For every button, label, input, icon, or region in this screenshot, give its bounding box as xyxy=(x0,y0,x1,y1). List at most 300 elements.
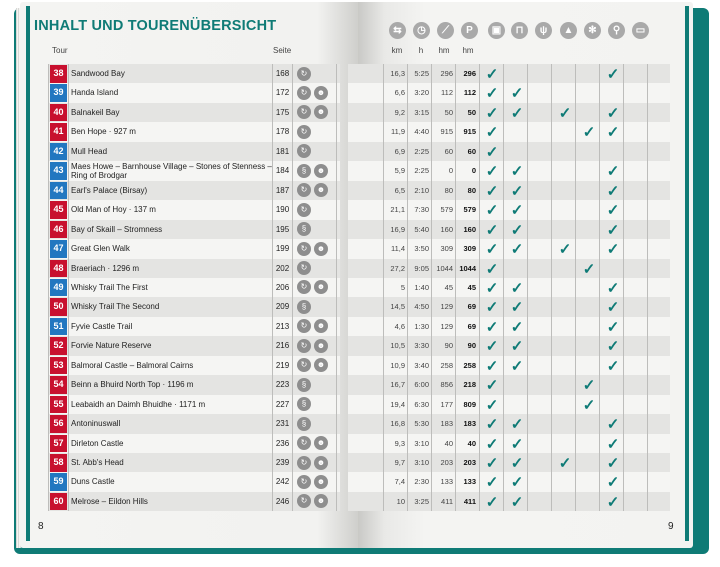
circular-route-icon: ↻ xyxy=(297,86,311,100)
column-header-seite: Seite xyxy=(273,46,292,55)
tour-ascent: 579 xyxy=(440,205,453,215)
column-header-hm-down: hm xyxy=(462,46,474,55)
tour-km: 16,3 xyxy=(390,69,405,78)
tour-name[interactable]: Old Man of Hoy · 137 m xyxy=(71,205,156,215)
tour-km: 11,9 xyxy=(390,127,405,137)
column-header-hm-up: hm xyxy=(438,46,450,55)
tour-hours: 5:30 xyxy=(414,419,429,429)
check-icon: ✓ xyxy=(510,416,524,434)
tour-number: 50 xyxy=(50,298,67,316)
check-icon: ✓ xyxy=(510,182,524,200)
family-icon: ☻ xyxy=(314,319,328,333)
tour-name-line2[interactable]: Ring of Brodgar xyxy=(71,170,128,180)
family-icon: ☻ xyxy=(314,494,328,508)
tour-km: 21,1 xyxy=(390,205,405,215)
check-icon: ✓ xyxy=(510,474,524,492)
check-icon: ✓ xyxy=(485,143,499,161)
check-icon: ✓ xyxy=(606,221,620,239)
linear-route-icon: § xyxy=(297,417,311,431)
tour-km: 10 xyxy=(396,496,405,506)
column-divider xyxy=(68,64,69,511)
tour-km: 5 xyxy=(400,282,405,292)
family-icon: ☻ xyxy=(314,475,328,489)
tour-page: 172 xyxy=(275,88,290,98)
check-icon: ✓ xyxy=(606,318,620,336)
check-icon: ✓ xyxy=(485,66,499,83)
check-icon: ✓ xyxy=(485,241,499,259)
circular-route-icon: ↻ xyxy=(297,436,311,450)
tour-ascent: 203 xyxy=(440,458,453,467)
tour-descent: 45 xyxy=(467,282,476,292)
family-icon: ☻ xyxy=(314,456,328,470)
family-icon: ☻ xyxy=(314,339,328,353)
tour-hours: 1:40 xyxy=(414,282,429,292)
column-divider xyxy=(479,64,480,511)
tour-ascent: 90 xyxy=(444,341,453,351)
tour-hours: 3:30 xyxy=(414,341,429,351)
tour-descent: 203 xyxy=(463,458,476,467)
tour-hours: 5:40 xyxy=(414,224,429,234)
tour-hours: 7:30 xyxy=(414,205,429,215)
tour-name[interactable]: Forvie Nature Reserve xyxy=(71,341,152,351)
tour-ascent: 309 xyxy=(440,244,453,254)
check-icon: ✓ xyxy=(606,241,620,259)
tour-name[interactable]: Sandwood Bay xyxy=(71,69,125,78)
check-icon: ✓ xyxy=(485,182,499,200)
family-icon: ☻ xyxy=(314,436,328,450)
tour-name[interactable]: Great Glen Walk xyxy=(71,244,130,254)
check-icon: ✓ xyxy=(558,241,572,259)
tour-name[interactable]: Dirleton Castle xyxy=(71,438,124,448)
tour-descent: 296 xyxy=(463,69,476,78)
tour-ascent: 50 xyxy=(444,107,453,117)
tour-hours: 4:40 xyxy=(414,127,429,137)
check-icon: ✓ xyxy=(485,163,499,181)
check-icon: ✓ xyxy=(606,299,620,317)
tour-descent: 258 xyxy=(463,360,476,370)
tour-ascent: 183 xyxy=(440,419,453,429)
column-divider xyxy=(407,64,408,511)
check-icon: ✓ xyxy=(606,338,620,356)
tour-ascent: 1044 xyxy=(436,263,453,273)
circular-route-icon: ↻ xyxy=(297,203,311,217)
check-icon: ✓ xyxy=(582,260,596,278)
tour-descent: 133 xyxy=(463,477,476,487)
linear-route-icon: § xyxy=(297,164,311,178)
column-divider xyxy=(383,64,384,511)
slope-icon: ⟋ xyxy=(437,22,454,39)
tour-ascent: 856 xyxy=(440,380,453,390)
tour-number: 43 xyxy=(50,162,67,180)
tour-page: 246 xyxy=(275,496,290,506)
linear-route-icon: § xyxy=(297,378,311,392)
tour-km: 11,4 xyxy=(390,244,405,254)
tour-descent: 411 xyxy=(463,496,476,506)
column-divider xyxy=(455,64,456,511)
check-icon: ✓ xyxy=(485,357,499,375)
family-icon: ☻ xyxy=(314,105,328,119)
tour-ascent: 160 xyxy=(440,224,453,234)
column-divider xyxy=(599,64,600,511)
column-divider xyxy=(272,64,273,511)
check-icon: ✓ xyxy=(606,455,620,472)
tour-number: 47 xyxy=(50,240,67,258)
circular-route-icon: ↻ xyxy=(297,339,311,353)
tour-hours: 2:10 xyxy=(414,185,429,195)
tour-ascent: 258 xyxy=(440,360,453,370)
check-icon: ✓ xyxy=(606,416,620,434)
tour-km: 9,7 xyxy=(394,458,405,467)
check-icon: ✓ xyxy=(606,66,620,83)
check-icon: ✓ xyxy=(606,182,620,200)
tour-km: 10,9 xyxy=(390,360,405,370)
tour-number: 53 xyxy=(50,357,67,375)
tour-descent: 160 xyxy=(463,224,476,234)
tour-hours: 3:50 xyxy=(414,244,429,254)
tour-descent: 309 xyxy=(463,244,476,254)
tour-ascent: 915 xyxy=(440,127,453,137)
tour-hours: 1:30 xyxy=(414,321,429,331)
check-icon: ✓ xyxy=(510,338,524,356)
check-icon: ✓ xyxy=(485,377,499,395)
family-icon: ☻ xyxy=(314,183,328,197)
tour-km: 6,5 xyxy=(394,185,405,195)
circular-route-icon: ↻ xyxy=(297,456,311,470)
tour-name[interactable]: Beinn a Bhuird North Top · 1196 m xyxy=(71,380,194,390)
tour-page: 227 xyxy=(275,399,290,409)
circular-route-icon: ↻ xyxy=(297,494,311,508)
tour-page: 202 xyxy=(275,263,290,273)
tour-km: 10,5 xyxy=(390,341,405,351)
column-divider xyxy=(647,64,648,511)
tour-name[interactable]: Whisky Trail The Second xyxy=(71,302,160,312)
tour-number: 49 xyxy=(50,279,67,297)
check-icon: ✓ xyxy=(485,221,499,239)
tour-km: 14,5 xyxy=(390,302,405,312)
winter-icon: ✻ xyxy=(584,22,601,39)
tour-hours: 3:10 xyxy=(414,458,429,467)
tour-number: 42 xyxy=(50,143,67,161)
cable-railway-icon: ▭ xyxy=(632,22,649,39)
tour-descent: 60 xyxy=(467,146,476,156)
tour-number: 39 xyxy=(50,84,67,102)
check-icon: ✓ xyxy=(558,104,572,122)
tour-km: 19,4 xyxy=(390,399,405,409)
tour-descent: 50 xyxy=(467,107,476,117)
tour-page: 199 xyxy=(275,244,290,254)
bus-icon: ▣ xyxy=(488,22,505,39)
tour-hours: 3:15 xyxy=(414,107,429,117)
tour-name[interactable]: Melrose – Eildon Hills xyxy=(71,496,148,506)
tour-name[interactable]: Maes Howe – Barnhouse Village – Stones of Stenness – xyxy=(71,161,272,171)
check-icon: ✓ xyxy=(485,493,499,511)
tour-km: 6,6 xyxy=(394,88,405,98)
tour-ascent: 129 xyxy=(440,321,453,331)
tour-name[interactable]: Bay of Skaill – Stromness xyxy=(71,224,163,234)
check-icon: ✓ xyxy=(510,241,524,259)
tour-number: 52 xyxy=(50,337,67,355)
circular-route-icon: ↻ xyxy=(297,105,311,119)
tour-number: 51 xyxy=(50,318,67,336)
family-icon: ☻ xyxy=(314,242,328,256)
column-divider xyxy=(623,64,624,511)
linear-route-icon: § xyxy=(297,222,311,236)
tour-page: 190 xyxy=(275,205,290,215)
tour-descent: 579 xyxy=(463,205,476,215)
tour-descent: 915 xyxy=(463,127,476,137)
tour-km: 9,3 xyxy=(394,438,405,448)
tour-descent: 809 xyxy=(463,399,476,409)
circular-route-icon: ↻ xyxy=(297,125,311,139)
check-icon: ✓ xyxy=(510,493,524,511)
check-icon: ✓ xyxy=(582,124,596,142)
tour-name[interactable]: Antoninuswall xyxy=(71,419,121,429)
check-icon: ✓ xyxy=(606,124,620,142)
check-icon: ✓ xyxy=(485,299,499,317)
check-icon: ✓ xyxy=(510,455,524,472)
check-icon: ✓ xyxy=(485,455,499,472)
tour-km: 4,6 xyxy=(394,321,405,331)
left-accent-bar xyxy=(26,6,30,541)
check-icon: ✓ xyxy=(606,493,620,511)
family-icon: ☻ xyxy=(314,86,328,100)
check-icon: ✓ xyxy=(558,455,572,472)
tour-km: 5,9 xyxy=(394,166,405,176)
tour-hours: 6:30 xyxy=(414,399,429,409)
check-icon: ✓ xyxy=(606,279,620,297)
tour-name[interactable]: Braeriach · 1296 m xyxy=(71,263,140,273)
check-icon: ✓ xyxy=(510,357,524,375)
circular-route-icon: ↻ xyxy=(297,475,311,489)
tour-page: 239 xyxy=(275,458,290,467)
check-icon: ✓ xyxy=(582,396,596,414)
tour-number: 60 xyxy=(50,493,67,511)
check-icon: ✓ xyxy=(485,279,499,297)
column-divider xyxy=(551,64,552,511)
check-icon: ✓ xyxy=(510,279,524,297)
tour-descent: 69 xyxy=(467,302,476,312)
tour-page: 231 xyxy=(275,419,290,429)
tour-name[interactable]: St. Abb's Head xyxy=(71,458,124,467)
tour-km: 27,2 xyxy=(390,263,405,273)
tour-number: 58 xyxy=(50,454,67,472)
check-icon: ✓ xyxy=(510,318,524,336)
column-divider xyxy=(336,64,337,511)
parking-icon: P xyxy=(461,22,478,39)
circular-route-icon: ↻ xyxy=(297,261,311,275)
tour-hours: 2:30 xyxy=(414,477,429,487)
tour-name[interactable]: Balnakeil Bay xyxy=(71,107,120,117)
tour-hours: 5:25 xyxy=(414,69,429,78)
tour-descent: 40 xyxy=(467,438,476,448)
check-icon: ✓ xyxy=(510,163,524,181)
column-divider xyxy=(431,64,432,511)
tour-ascent: 0 xyxy=(448,166,453,176)
circular-route-icon: ↻ xyxy=(297,319,311,333)
cablecar-icon: ⊓ xyxy=(511,22,528,39)
circular-route-icon: ↻ xyxy=(297,280,311,294)
check-icon: ✓ xyxy=(485,338,499,356)
linear-route-icon: § xyxy=(297,300,311,314)
check-icon: ✓ xyxy=(485,104,499,122)
tour-hours: 2:25 xyxy=(414,166,429,176)
check-icon: ✓ xyxy=(606,435,620,453)
tour-page: 213 xyxy=(275,321,290,331)
tour-km: 6,9 xyxy=(394,146,405,156)
tour-page: 223 xyxy=(275,380,290,390)
tour-name[interactable]: Fyvie Castle Trail xyxy=(71,321,133,331)
restaurant-icon: ψ xyxy=(535,22,552,39)
tour-number: 41 xyxy=(50,123,67,141)
check-icon: ✓ xyxy=(485,260,499,278)
check-icon: ✓ xyxy=(485,396,499,414)
tour-number: 57 xyxy=(50,435,67,453)
tour-name[interactable]: Handa Island xyxy=(71,88,119,98)
tour-number: 55 xyxy=(50,396,67,414)
tour-descent: 90 xyxy=(467,341,476,351)
linear-route-icon: § xyxy=(297,397,311,411)
tour-page: 236 xyxy=(275,438,290,448)
tour-hours: 3:40 xyxy=(414,360,429,370)
column-divider xyxy=(48,64,49,511)
circular-route-icon: ↻ xyxy=(297,183,311,197)
tour-ascent: 129 xyxy=(440,302,453,312)
tour-page: 209 xyxy=(275,302,290,312)
tour-km: 7,4 xyxy=(394,477,405,487)
tour-ascent: 133 xyxy=(440,477,453,487)
tour-number: 46 xyxy=(50,221,67,239)
tour-page: 206 xyxy=(275,282,290,292)
check-icon: ✓ xyxy=(485,202,499,220)
tour-name[interactable]: Earl's Palace (Birsay) xyxy=(71,185,148,195)
tour-page: 216 xyxy=(275,341,290,351)
tour-number: 40 xyxy=(50,104,67,122)
circular-route-icon: ↻ xyxy=(297,358,311,372)
tour-number: 45 xyxy=(50,201,67,219)
column-header-km: km xyxy=(391,46,403,55)
column-header-h: h xyxy=(418,46,424,55)
tour-hours: 3:25 xyxy=(414,496,429,506)
check-icon: ✓ xyxy=(606,474,620,492)
tour-name[interactable]: Whisky Trail The First xyxy=(71,282,148,292)
tour-number: 54 xyxy=(50,376,67,394)
tour-descent: 69 xyxy=(467,321,476,331)
tour-number: 48 xyxy=(50,260,67,278)
check-icon: ✓ xyxy=(485,416,499,434)
check-icon: ✓ xyxy=(485,318,499,336)
tour-number: 59 xyxy=(50,473,67,491)
circular-route-icon: ↻ xyxy=(297,242,311,256)
check-icon: ✓ xyxy=(510,85,524,103)
summit-icon: ▲ xyxy=(560,22,577,39)
column-divider xyxy=(575,64,576,511)
check-icon: ✓ xyxy=(510,202,524,220)
page-number-right: 9 xyxy=(668,521,674,532)
tour-name[interactable]: Balmoral Castle – Balmoral Cairns xyxy=(71,360,194,370)
tour-number: 44 xyxy=(50,182,67,200)
check-icon: ✓ xyxy=(606,163,620,181)
tour-page: 242 xyxy=(275,477,290,487)
check-icon: ✓ xyxy=(510,299,524,317)
right-accent-bar xyxy=(685,6,689,541)
column-divider xyxy=(503,64,504,511)
tour-descent: 1044 xyxy=(459,263,476,273)
check-icon: ✓ xyxy=(485,124,499,142)
check-icon: ✓ xyxy=(510,104,524,122)
tour-hours: 2:25 xyxy=(414,146,429,156)
tour-descent: 183 xyxy=(463,419,476,429)
column-divider xyxy=(292,64,293,511)
check-icon: ✓ xyxy=(606,202,620,220)
tour-km: 9,2 xyxy=(394,107,405,117)
tour-name[interactable]: Duns Castle xyxy=(71,477,115,487)
tour-page: 219 xyxy=(275,360,290,370)
check-icon: ✓ xyxy=(606,104,620,122)
tour-page: 195 xyxy=(275,224,290,234)
tour-descent: 112 xyxy=(463,88,476,98)
tour-ascent: 296 xyxy=(440,69,453,78)
tour-page: 178 xyxy=(275,127,290,137)
check-icon: ✓ xyxy=(485,474,499,492)
tour-ascent: 45 xyxy=(444,282,453,292)
tour-name[interactable]: Leabaidh an Daimh Bhuidhe · 1171 m xyxy=(71,399,206,409)
tour-ascent: 80 xyxy=(444,185,453,195)
tour-name[interactable]: Mull Head xyxy=(71,146,108,156)
tour-page: 175 xyxy=(275,107,290,117)
tour-descent: 218 xyxy=(463,380,476,390)
bike-icon: ⚲ xyxy=(608,22,625,39)
tour-hours: 9:05 xyxy=(414,263,429,273)
tour-km: 16,8 xyxy=(390,419,405,429)
page-number-left: 8 xyxy=(38,521,44,532)
column-divider xyxy=(527,64,528,511)
check-icon: ✓ xyxy=(510,221,524,239)
tour-page: 168 xyxy=(275,69,290,78)
tour-descent: 80 xyxy=(467,185,476,195)
tour-page: 187 xyxy=(275,185,290,195)
family-icon: ☻ xyxy=(314,358,328,372)
tour-page: 181 xyxy=(275,146,290,156)
tour-ascent: 112 xyxy=(441,88,453,98)
tour-descent: 0 xyxy=(471,166,476,176)
check-icon: ✓ xyxy=(582,377,596,395)
tour-name[interactable]: Ben Hope · 927 m xyxy=(71,127,136,137)
check-icon: ✓ xyxy=(485,435,499,453)
tour-ascent: 40 xyxy=(444,438,453,448)
tour-km: 16,9 xyxy=(390,224,405,234)
tour-ascent: 60 xyxy=(444,146,453,156)
check-icon: ✓ xyxy=(606,357,620,375)
page-title: INHALT UND TOURENÜBERSICHT xyxy=(34,18,277,34)
tour-hours: 3:10 xyxy=(414,438,429,448)
check-icon: ✓ xyxy=(510,435,524,453)
check-icon: ✓ xyxy=(485,85,499,103)
clock-icon: ◷ xyxy=(413,22,430,39)
circular-route-icon: ↻ xyxy=(297,144,311,158)
tour-hours: 3:20 xyxy=(414,88,429,98)
circular-route-icon: ↻ xyxy=(297,67,311,81)
tour-page: 184 xyxy=(275,166,290,176)
tour-ascent: 411 xyxy=(441,496,453,506)
tour-hours: 4:50 xyxy=(414,302,429,312)
tour-km: 16,7 xyxy=(390,380,405,390)
family-icon: ☻ xyxy=(314,164,328,178)
column-header-tour: Tour xyxy=(52,46,68,55)
tour-ascent: 177 xyxy=(440,399,453,409)
tour-number: 38 xyxy=(50,65,67,83)
tour-hours: 6:00 xyxy=(414,380,429,390)
family-icon: ☻ xyxy=(314,280,328,294)
